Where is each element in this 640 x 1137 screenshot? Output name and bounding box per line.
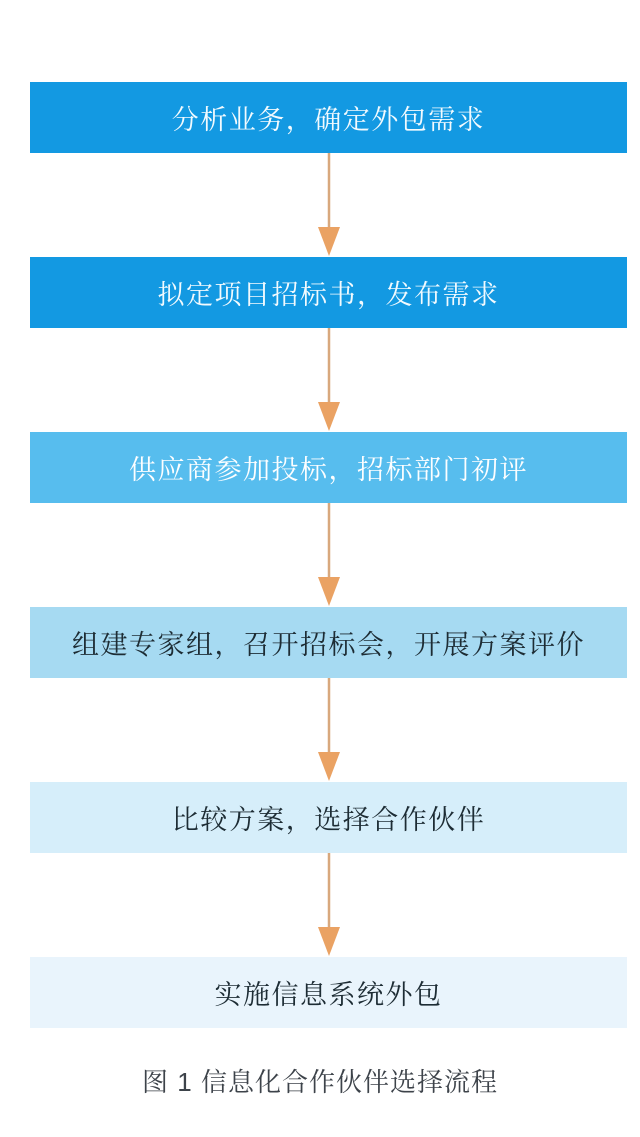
flow-step-implement-outsourcing — [30, 957, 627, 1028]
flow-step-label: 供应商参加投标，招标部门初评 — [129, 455, 528, 485]
flow-step-label: 分析业务，确定外包需求 — [171, 105, 486, 135]
down-arrow-icon — [315, 153, 343, 257]
flow-step-label: 比较方案，选择合作伙伴 — [171, 805, 486, 835]
flow-step-supplier-bidding — [30, 432, 627, 503]
figure-caption: 图 1 信息化合作伙伴选择流程 — [142, 1067, 498, 1097]
flow-step-draft-tender — [30, 257, 627, 328]
flow-step-expert-panel-evaluation — [30, 607, 627, 678]
connector-4 — [30, 678, 627, 782]
down-arrow-icon — [315, 503, 343, 607]
down-arrow-icon — [315, 328, 343, 432]
connector-3 — [30, 503, 627, 607]
connector-5 — [30, 853, 627, 957]
down-arrow-icon — [315, 678, 343, 782]
flow-step-label: 拟定项目招标书，发布需求 — [157, 280, 500, 310]
flow-step-label: 实施信息系统外包 — [214, 980, 443, 1010]
connector-1 — [30, 153, 627, 257]
flow-step-label: 组建专家组，召开招标会，开展方案评价 — [72, 630, 585, 660]
flow-steps — [30, 82, 627, 1028]
flow-step-analyze-business — [30, 82, 627, 153]
connector-2 — [30, 328, 627, 432]
flow-step-compare-select-partner — [30, 782, 627, 853]
down-arrow-icon — [315, 853, 343, 957]
